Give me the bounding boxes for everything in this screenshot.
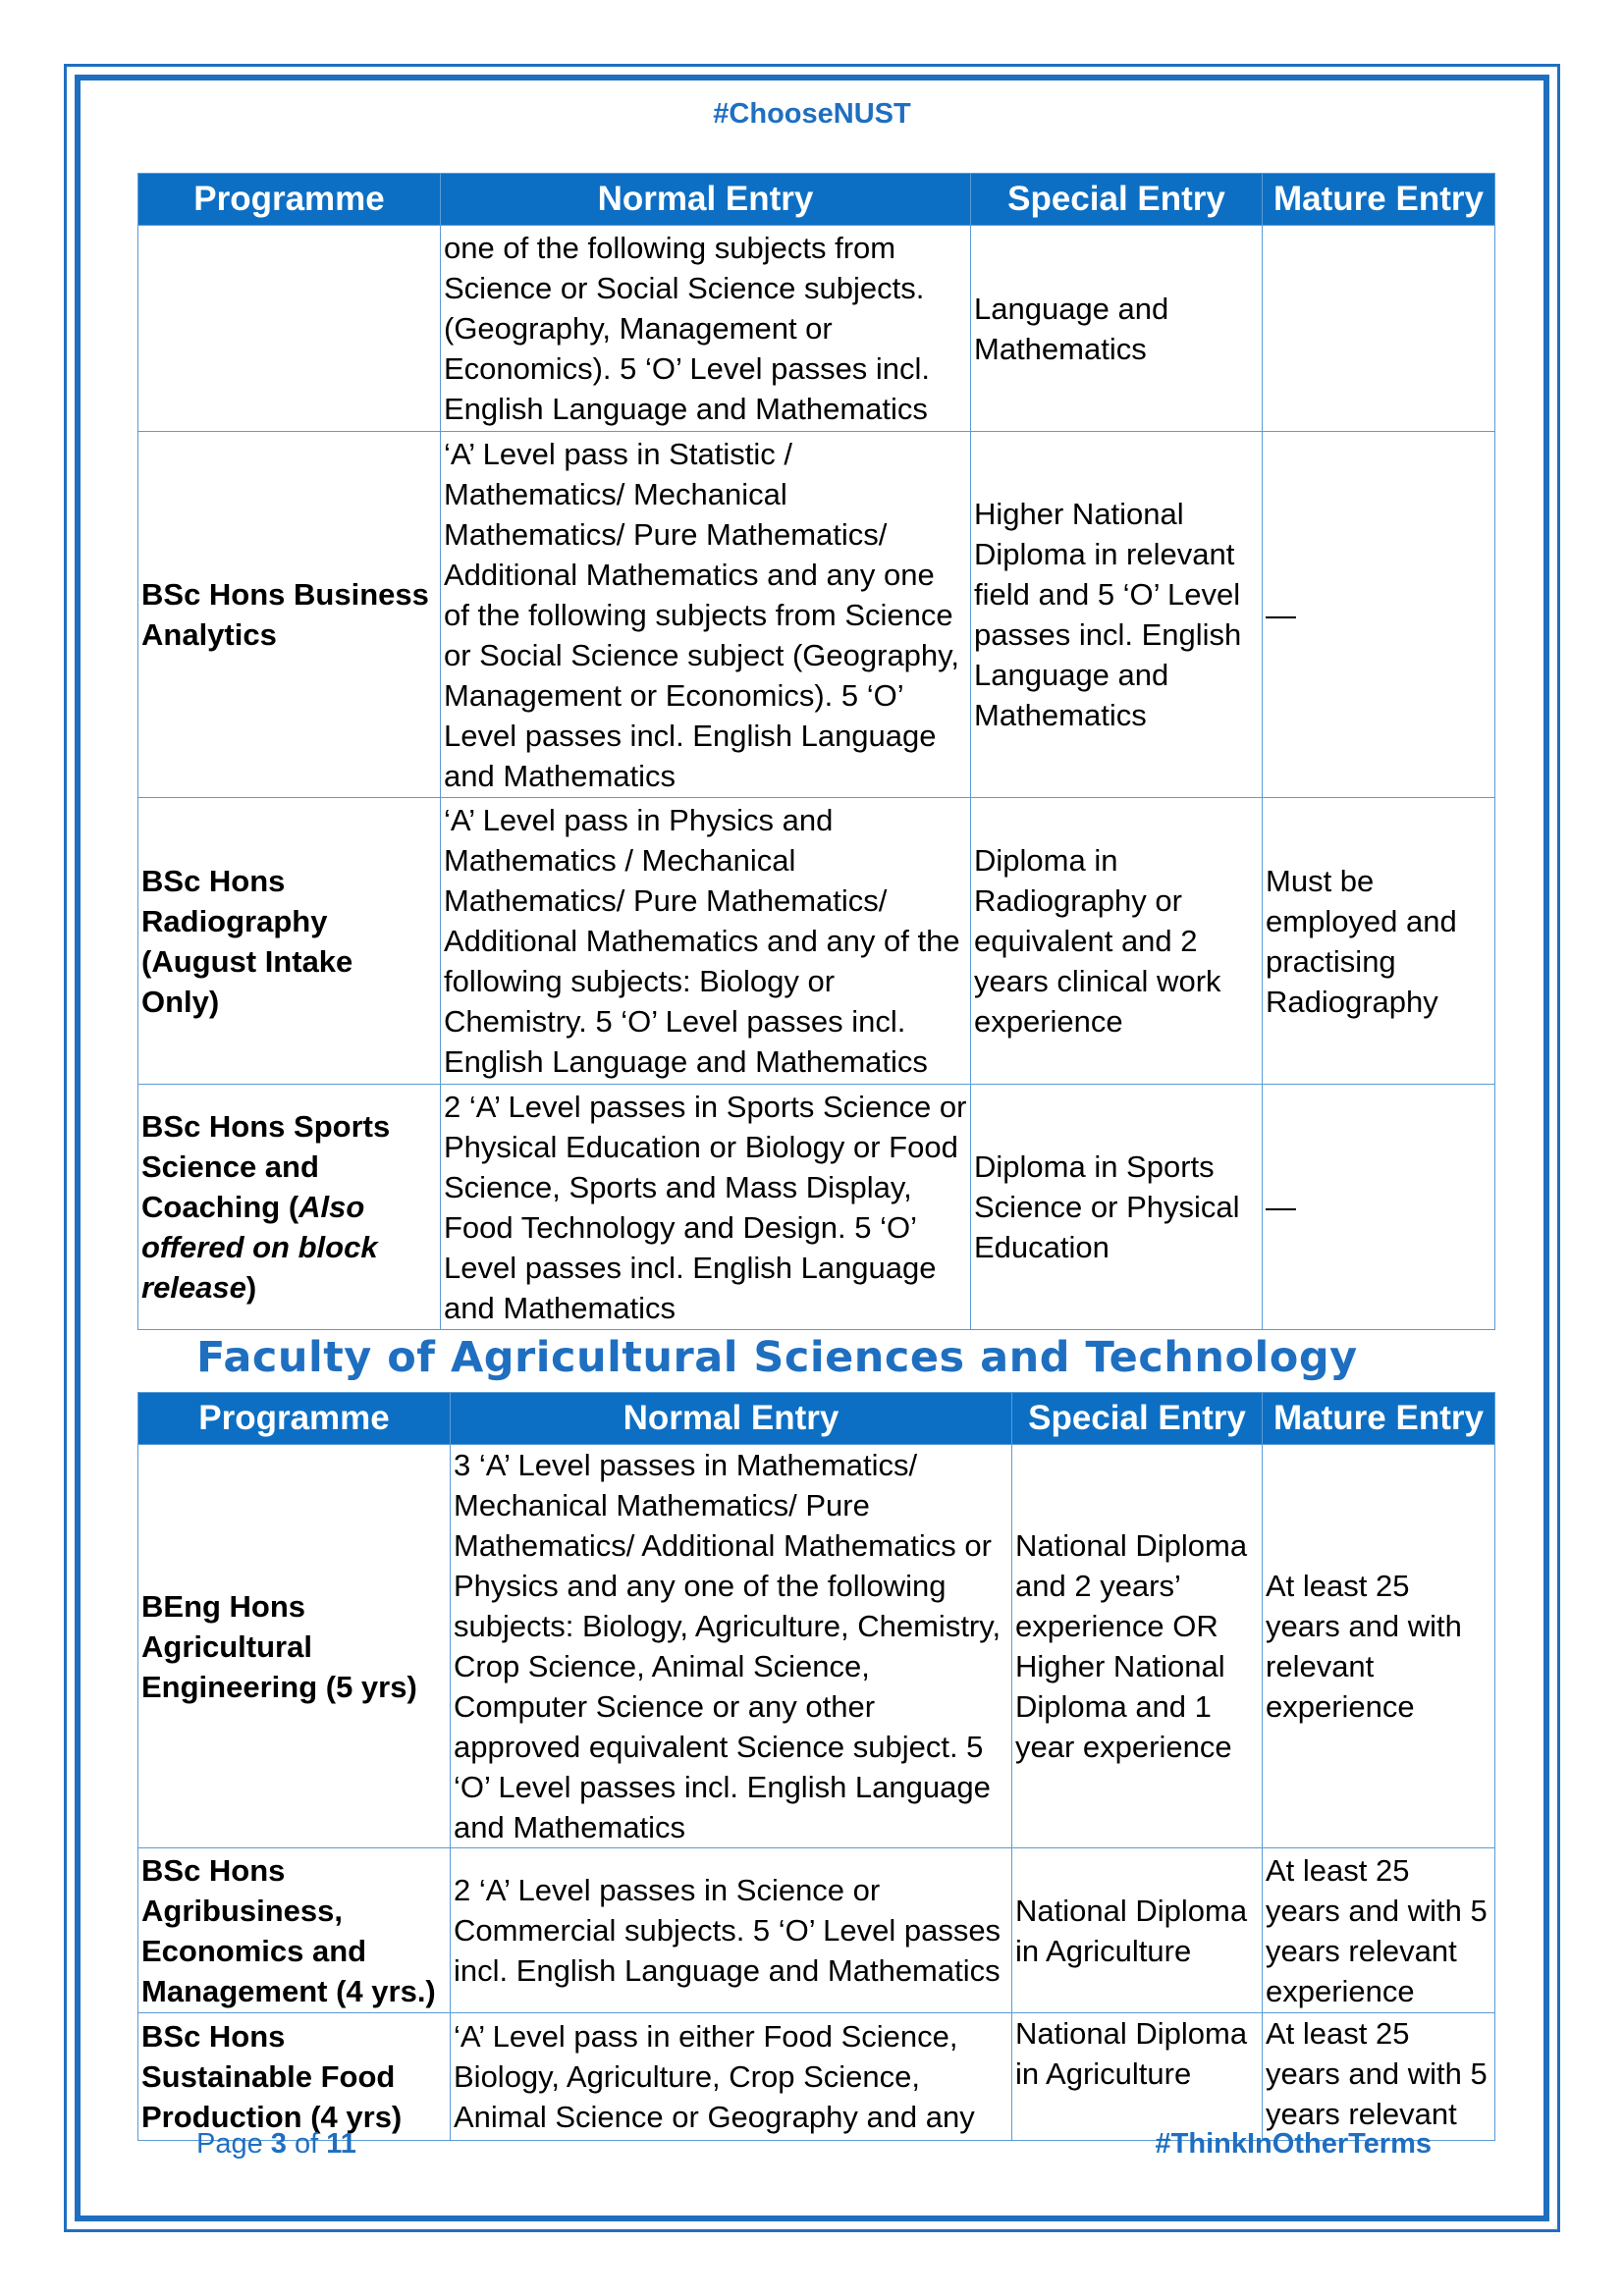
- page-prefix: Page: [196, 2128, 271, 2160]
- mature-entry-cell: At least 25 years and with 5 years relevant experience: [1263, 1848, 1495, 2013]
- column-header-normal-entry: Normal Entry: [451, 1393, 1012, 1445]
- page-current: 3: [270, 2128, 287, 2160]
- table-row: [138, 432, 1495, 798]
- special-entry-cell: National Diploma in Agriculture: [1012, 1848, 1263, 2013]
- table-row: [138, 1445, 1495, 1848]
- mature-entry-cell: —: [1263, 432, 1495, 798]
- table-row: [138, 1085, 1495, 1330]
- column-header-programme: Programme: [138, 1393, 451, 1445]
- column-header-mature-entry: Mature Entry: [1263, 1393, 1495, 1445]
- programme-table-2: [137, 1392, 1495, 2141]
- column-header-special-entry: Special Entry: [971, 174, 1263, 226]
- special-entry-cell: National Diploma and 2 years’ experience OR Higher National Diploma and 1 year experience: [1012, 1445, 1263, 1848]
- programme-table-1: [137, 173, 1495, 1330]
- programme-cell: BSc Hons Business Analytics: [138, 432, 441, 798]
- mature-entry-cell: [1263, 226, 1495, 432]
- table-row: [138, 1848, 1495, 2013]
- table-row: [138, 2013, 1495, 2141]
- table-row: [138, 226, 1495, 432]
- normal-entry-cell: 2 ‘A’ Level passes in Science or Commercial subjects. 5 ‘O’ Level passes incl. English Language and Mathematics: [451, 1848, 1012, 2013]
- programme-note-close: ): [245, 1270, 257, 1305]
- page-number: [196, 2128, 356, 2161]
- page-of: of: [286, 2128, 327, 2160]
- normal-entry-cell: ‘A’ Level pass in Statistic / Mathematics/ Mechanical Mathematics/ Pure Mathematics/ Additional Mathematics and any one of the following subjects from Science or Social Science subject (Geography, Management or Economics). 5 ‘O’ Level passes incl. English Language and Mathematics: [441, 432, 971, 798]
- programme-cell: [138, 226, 441, 432]
- column-header-normal-entry: Normal Entry: [441, 174, 971, 226]
- table-row: [138, 798, 1495, 1085]
- column-header-mature-entry: Mature Entry: [1263, 174, 1495, 226]
- mature-entry-cell: —: [1263, 1085, 1495, 1330]
- page-total: 11: [326, 2128, 356, 2160]
- column-header-programme: Programme: [138, 174, 441, 226]
- programme-cell: BSc Hons Sustainable Food Production (4 yrs): [138, 2013, 451, 2141]
- special-entry-cell: Higher National Diploma in relevant field and 5 ‘O’ Level passes incl. English Language and Mathematics: [971, 432, 1263, 798]
- footer-hashtag: #ThinkInOtherTerms: [1155, 2128, 1432, 2160]
- normal-entry-cell: 3 ‘A’ Level passes in Mathematics/ Mechanical Mathematics/ Pure Mathematics/ Additional Mathematics or Physics and any one of the following subjects: Biology, Agriculture, Chemistry, Crop Science, Animal Science, Computer Science or any other approved equivalent Science subject. 5 ‘O’ Level passes incl. English Language and Mathematics: [451, 1445, 1012, 1848]
- programme-cell: BEng Hons Agricultural Engineering (5 yrs): [138, 1445, 451, 1848]
- programme-cell: [138, 1085, 441, 1330]
- special-entry-cell: Language and Mathematics: [971, 226, 1263, 432]
- normal-entry-cell: 2 ‘A’ Level passes in Sports Science or Physical Education or Biology or Food Science, Sports and Mass Display, Food Technology and Design. 5 ‘O’ Level passes incl. English Language and Mathematics: [441, 1085, 971, 1330]
- column-header-special-entry: Special Entry: [1012, 1393, 1263, 1445]
- normal-entry-cell: ‘A’ Level pass in Physics and Mathematics / Mechanical Mathematics/ Pure Mathematics/ Additional Mathematics and any of the following subjects: Biology or Chemistry. 5 ‘O’ Level passes incl. English Language and Mathematics: [441, 798, 971, 1085]
- programme-note: Also offered on block release: [141, 1190, 378, 1305]
- special-entry-cell: Diploma in Radiography or equivalent and 2 years clinical work experience: [971, 798, 1263, 1085]
- special-entry-cell: Diploma in Sports Science or Physical Education: [971, 1085, 1263, 1330]
- table-header-row: [138, 1393, 1495, 1445]
- mature-entry-cell: At least 25 years and with 5 years relevant: [1263, 2013, 1495, 2141]
- programme-cell: BSc Hons Agribusiness, Economics and Management (4 yrs.): [138, 1848, 451, 2013]
- header-hashtag: #ChooseNUST: [713, 98, 911, 130]
- faculty-heading: Faculty of Agricultural Sciences and Technology: [196, 1333, 1358, 1382]
- programme-name: BSc Hons Sports Science and Coaching (: [141, 1109, 391, 1224]
- programme-cell: BSc Hons Radiography (August Intake Only): [138, 798, 441, 1085]
- table-header-row: [138, 174, 1495, 226]
- normal-entry-cell: ‘A’ Level pass in either Food Science, Biology, Agriculture, Crop Science, Animal Science or Geography and any: [451, 2013, 1012, 2141]
- mature-entry-cell: At least 25 years and with relevant experience: [1263, 1445, 1495, 1848]
- mature-entry-cell: Must be employed and practising Radiography: [1263, 798, 1495, 1085]
- normal-entry-cell: one of the following subjects from Science or Social Science subjects. (Geography, Management or Economics). 5 ‘O’ Level passes incl. English Language and Mathematics: [441, 226, 971, 432]
- special-entry-cell: National Diploma in Agriculture: [1012, 2013, 1263, 2141]
